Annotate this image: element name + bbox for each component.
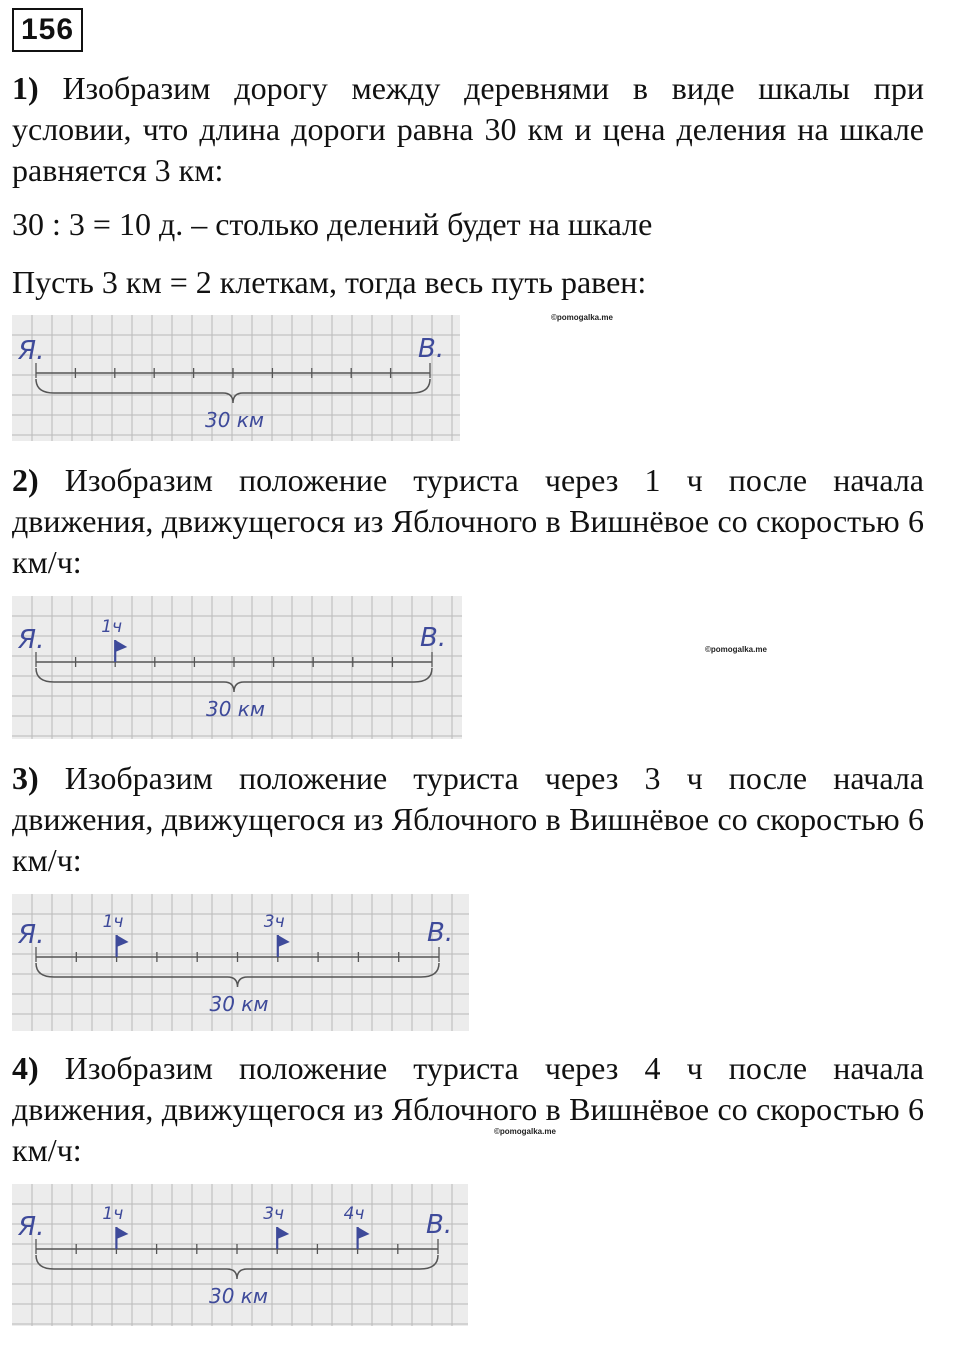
length-label: 30 км bbox=[205, 408, 264, 432]
paragraph-4 bbox=[12, 1048, 924, 1171]
paragraph-2 bbox=[12, 460, 924, 583]
task-number: 156 bbox=[12, 8, 83, 52]
length-label: 30 км bbox=[209, 992, 269, 1016]
figure-4 bbox=[12, 1184, 468, 1326]
figure-2 bbox=[12, 596, 462, 739]
watermark: ©pomogalka.me bbox=[494, 1127, 556, 1136]
flag-label: 1ч bbox=[102, 912, 124, 932]
end-label: В. bbox=[426, 1210, 453, 1240]
scale-drawing bbox=[12, 894, 469, 1031]
item-number: 2) bbox=[12, 462, 39, 498]
watermark: ©pomogalka.me bbox=[551, 313, 613, 322]
length-label: 30 км bbox=[209, 1284, 268, 1308]
item-number: 3) bbox=[12, 760, 39, 796]
paragraph-text: Изобразим положение туриста через 4 ч после начала движения, движущегося из Яблочного в Вишнёвое со скоростью 6 км/ч: bbox=[12, 1050, 924, 1168]
watermark: ©pomogalka.me bbox=[705, 645, 767, 654]
flag-label: 3ч bbox=[263, 912, 285, 932]
start-label: Я. bbox=[18, 336, 45, 366]
start-label: Я. bbox=[18, 920, 45, 950]
flag-label: 4ч bbox=[343, 1204, 365, 1224]
figure-1 bbox=[12, 315, 460, 441]
figure-3 bbox=[12, 894, 469, 1031]
flag-label: 3ч bbox=[263, 1204, 285, 1224]
flag-label: 1ч bbox=[102, 1204, 124, 1224]
end-label: В. bbox=[427, 918, 454, 948]
end-label: В. bbox=[420, 623, 447, 653]
paragraph-3 bbox=[12, 758, 924, 881]
paragraph-text: Изобразим дорогу между деревнями в виде шкалы при условии, что длина дороги равна 30 км и цена деления на шкале равняется 3 км: bbox=[12, 70, 924, 188]
item-number: 1) bbox=[12, 70, 39, 106]
item-number: 4) bbox=[12, 1050, 39, 1086]
paragraph-text: Изобразим положение туриста через 3 ч после начала движения, движущегося из Яблочного в Вишнёвое со скоростью 6 км/ч: bbox=[12, 760, 924, 878]
scale-drawing bbox=[12, 596, 462, 739]
start-label: Я. bbox=[18, 625, 45, 655]
scale-drawing bbox=[12, 1184, 468, 1326]
calculation-line: 30 : 3 = 10 д. – столько делений будет на шкале bbox=[12, 206, 653, 242]
length-label: 30 км bbox=[206, 697, 265, 721]
start-label: Я. bbox=[18, 1212, 45, 1242]
flag-label: 1ч bbox=[101, 617, 123, 637]
assumption-line: Пусть 3 км = 2 клеткам, тогда весь путь равен: bbox=[12, 264, 647, 300]
paragraph-text: Изобразим положение туриста через 1 ч после начала движения, движущегося из Яблочного в Вишнёвое со скоростью 6 км/ч: bbox=[12, 462, 924, 580]
scale-drawing bbox=[12, 315, 460, 441]
paragraph-1 bbox=[12, 68, 924, 191]
end-label: В. bbox=[418, 334, 445, 364]
